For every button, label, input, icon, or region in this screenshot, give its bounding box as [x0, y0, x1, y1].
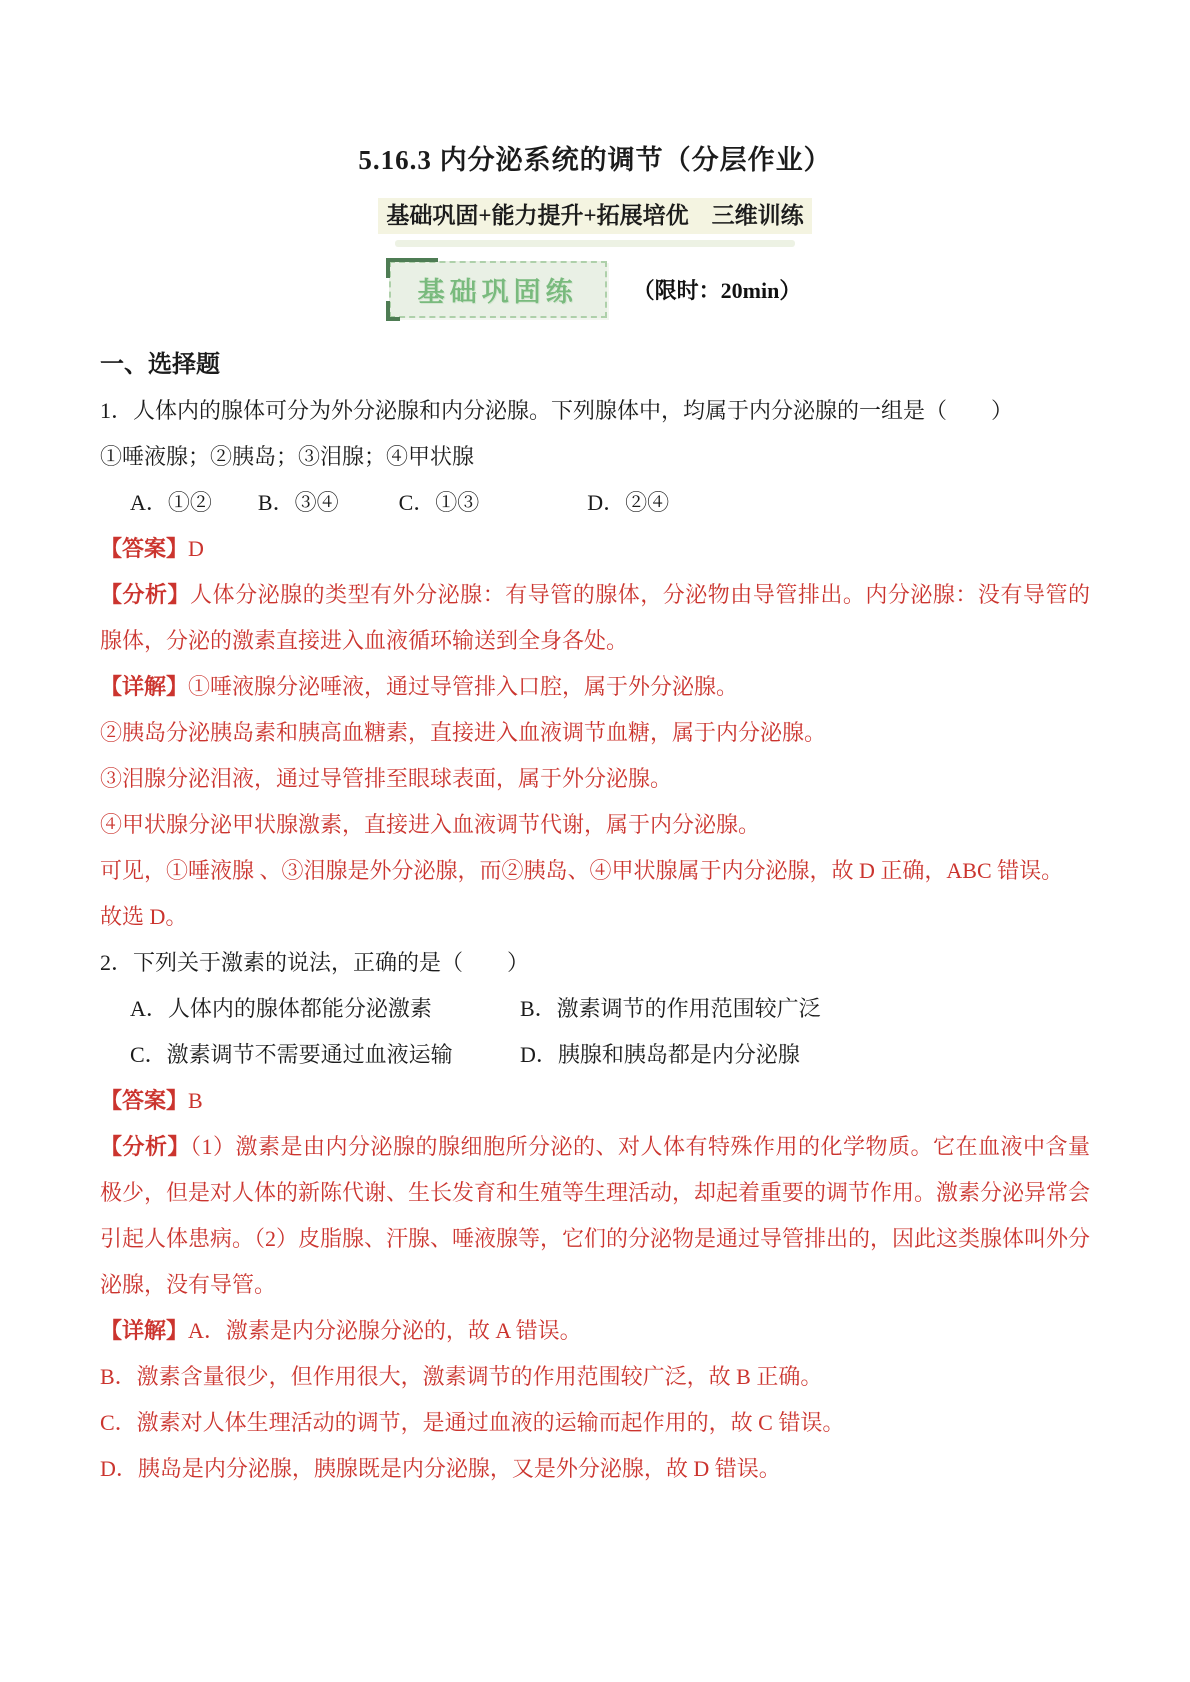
- answer-label: 【答案】: [100, 1088, 189, 1113]
- question-1-detail-4: ④甲状腺分泌甲状腺激素，直接进入血液调节代谢，属于内分泌腺。: [100, 812, 761, 837]
- detail-text: A．激素是内分泌腺分泌的，故 A 错误。: [188, 1318, 582, 1343]
- training-tagline: 基础巩固+能力提升+拓展培优 三维训练: [378, 198, 811, 234]
- question-2-options-row-2: [100, 1032, 1090, 1078]
- analysis-label: 【分析】: [100, 1134, 190, 1159]
- question-2-options-row-1: [100, 986, 1090, 1032]
- question-2-option-c: C．激素调节不需要通过血液运输: [130, 1042, 453, 1067]
- basic-practice-badge: [389, 261, 607, 318]
- question-2-detail-3: C．激素对人体生理活动的调节，是通过血液的运输而起作用的，故 C 错误。: [100, 1410, 845, 1435]
- badge-label: 基础巩固练: [417, 277, 578, 307]
- question-1-option-c: C．①③: [398, 490, 480, 515]
- question-2-detail-2: B．激素含量很少，但作用很大，激素调节的作用范围较广泛，故 B 正确。: [100, 1364, 823, 1389]
- question-1-detail-3: ③泪腺分泌泪液，通过导管排至眼球表面，属于外分泌腺。: [100, 766, 673, 791]
- question-1-stem: 1．人体内的腺体可分为外分泌腺和内分泌腺。下列腺体中，均属于内分泌腺的一组是（ ）: [100, 398, 1014, 423]
- decorative-strip: [395, 240, 795, 247]
- question-1-options: [100, 480, 1090, 526]
- question-2-detail-1: [100, 1308, 1090, 1354]
- detail-label: 【详解】: [100, 1318, 189, 1343]
- question-2-option-a: A．人体内的腺体都能分泌激素: [130, 996, 432, 1021]
- answer-value: D: [188, 536, 204, 561]
- question-1-option-b: B．③④: [257, 490, 339, 515]
- page-title: 5.16.3 内分泌系统的调节（分层作业）: [358, 145, 832, 175]
- question-1-conclusion: 可见，①唾液腺 、③泪腺是外分泌腺，而②胰岛、④甲状腺属于内分泌腺，故 D 正确，ABC 错误。: [100, 858, 1064, 883]
- detail-text: ①唾液腺分泌唾液，通过导管排入口腔，属于外分泌腺。: [188, 674, 739, 699]
- subtitle-row: [100, 198, 1090, 234]
- question-1-analysis: [100, 572, 1090, 664]
- question-2-detail-4: D．胰岛是内分泌腺，胰腺既是内分泌腺，又是外分泌腺，故 D 错误。: [100, 1456, 781, 1481]
- question-1-option-a: A．①②: [130, 490, 212, 515]
- question-2-stem: 2．下列关于激素的说法，正确的是（ ）: [100, 950, 530, 975]
- analysis-text: 人体分泌腺的类型有外分泌腺：有导管的腺体，分泌物由导管排出。内分泌腺：没有导管的腺体，分泌的激素直接进入血液循环输送到全身各处。: [100, 582, 1090, 653]
- analysis-label: 【分析】: [100, 582, 191, 607]
- question-1-detail-1: [100, 664, 1090, 710]
- question-1-option-d: D．②④: [587, 490, 670, 515]
- question-2-option-b: B．激素调节的作用范围较广泛: [520, 996, 821, 1021]
- question-2-answer-line: [100, 1078, 1090, 1124]
- analysis-text: （1）激素是由内分泌腺的腺细胞所分泌的、对人体有特殊作用的化学物质。它在血液中含量极少，但是对人体的新陈代谢、生长发育和生殖等生理活动，却起着重要的调节作用。激素分泌异常会引起人体患病。（2）皮脂腺、汗腺、唾液腺等，它们的分泌物是通过导管排出的，因此这类腺体叫外分泌腺，没有导管。: [100, 1134, 1091, 1297]
- time-limit-text: （限时：20min）: [632, 278, 802, 303]
- question-2-option-d: D．胰腺和胰岛都是内分泌腺: [520, 1042, 800, 1067]
- answer-label: 【答案】: [100, 536, 189, 561]
- question-1-answer-line: [100, 526, 1090, 572]
- detail-label: 【详解】: [100, 674, 189, 699]
- question-1: [100, 388, 1090, 940]
- badge-row: [100, 261, 1090, 318]
- question-1-items: ①唾液腺；②胰岛；③泪腺；④甲状腺: [100, 444, 475, 469]
- question-1-detail-2: ②胰岛分泌胰岛素和胰高血糖素，直接进入血液调节血糖，属于内分泌腺。: [100, 720, 827, 745]
- section-heading-choice: 一、选择题: [100, 352, 220, 378]
- question-1-final-answer: 故选 D。: [100, 904, 188, 929]
- question-2: [100, 940, 1090, 1492]
- answer-value: B: [188, 1088, 203, 1113]
- question-2-analysis: [100, 1124, 1090, 1308]
